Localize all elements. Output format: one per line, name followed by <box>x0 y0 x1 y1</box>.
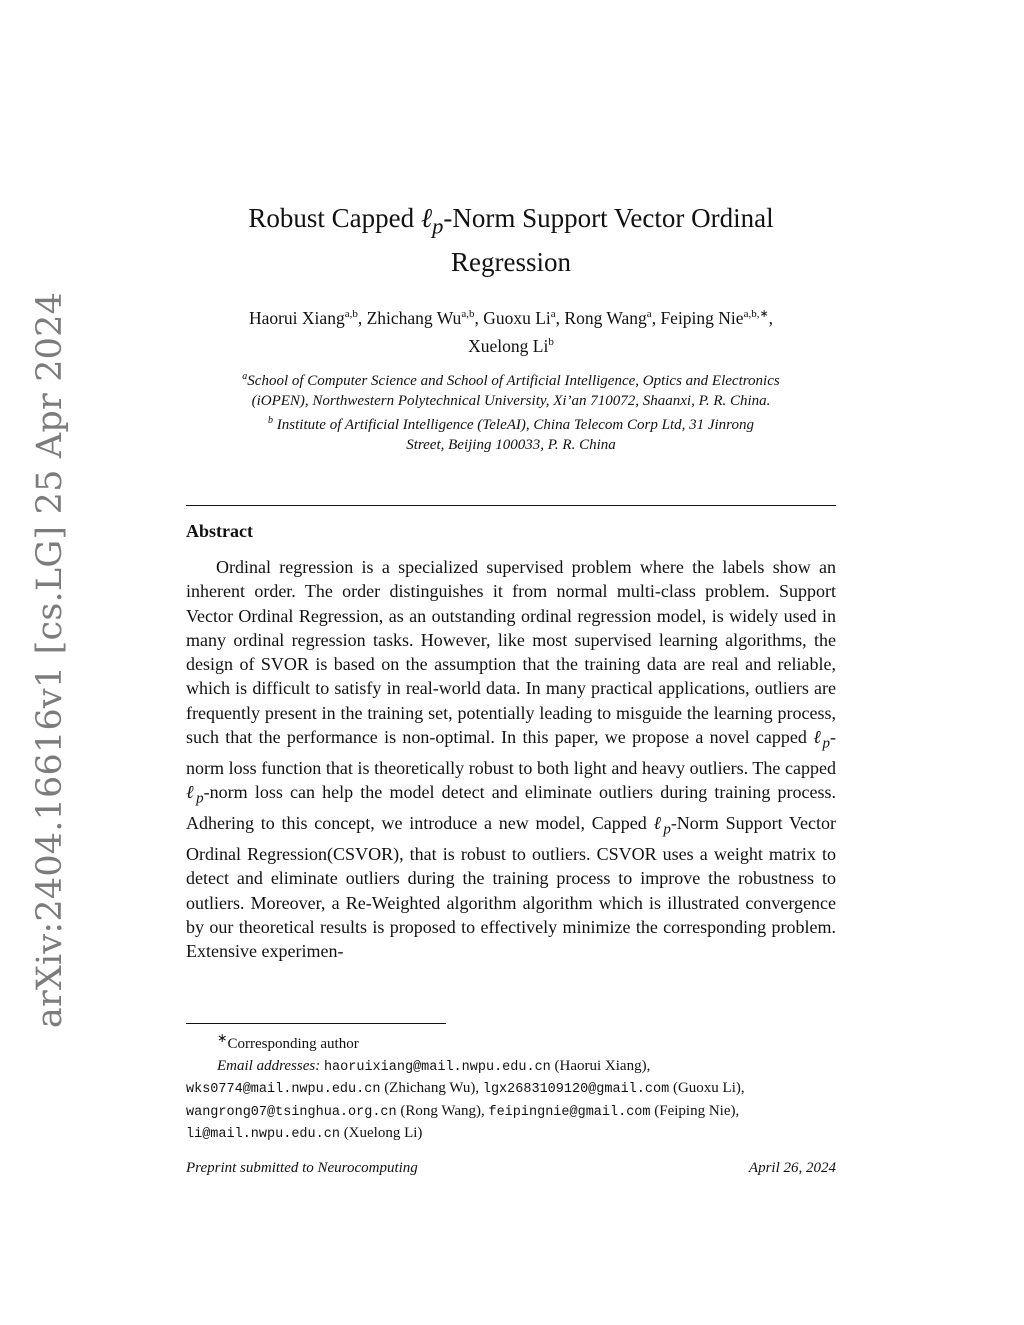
title-line-2: Regression <box>451 247 571 278</box>
email-link[interactable]: wks0774@mail.nwpu.edu.cn <box>186 1082 381 1097</box>
author: Haorui Xiang$^{a,b}$, <box>248 307 367 328</box>
page-footer <box>186 1160 836 1177</box>
author: Guoxu Li$^a$, <box>483 307 565 328</box>
footnotes <box>186 1028 836 1146</box>
title-text-2: -Norm Support Vector Ordinal <box>443 203 774 233</box>
email-link[interactable]: wangrong07@tsinghua.org.cn <box>186 1104 397 1120</box>
title-text: Robust Capped <box>248 203 421 233</box>
email-line-4: li@mail.nwpu.edu.cn (Xuelong Li) <box>186 1125 423 1142</box>
title-subscript: p <box>432 213 444 239</box>
footnote-divider <box>186 1023 446 1024</box>
paper-title <box>186 200 836 281</box>
arxiv-sidebar <box>30 291 70 1029</box>
footer-date: April 26, 2024 <box>748 1160 836 1176</box>
email-link[interactable]: li@mail.nwpu.edu.cn <box>186 1127 340 1142</box>
email-link[interactable]: lgx2683109120@gmail.com <box>482 1082 670 1097</box>
arxiv-identifier: arXiv:2404.16616v1 [cs.LG] 25 Apr 2024 <box>30 291 70 1029</box>
corresponding-author-note: ∗Corresponding author <box>217 1031 359 1052</box>
ell-symbol: ℓ <box>813 727 823 748</box>
section-divider <box>186 505 836 506</box>
email-line-1: Email addresses: haoruixiang@mail.nwpu.edu.cn (Haorui Xiang), <box>217 1057 651 1075</box>
abstract-heading: Abstract <box>186 521 253 541</box>
email-link[interactable]: feipingnie@gmail.com <box>488 1104 651 1120</box>
author: Xuelong Li$^b$ <box>468 335 554 356</box>
footer-submission: Preprint submitted to Neurocomputing <box>186 1160 418 1176</box>
affiliation-a: $^a$School of Computer Science and School of Artificial Intelligence, Optics and Electronics (iOPEN), Northwestern Polytechnical University, Xi’an 710072, Shaanxi, P. R. China. <box>242 371 780 409</box>
affiliation-b: $^b$ Institute of Artificial Intelligence (TeleAI), China Telecom Corp Ltd, 31 Jinrong Street, Beijing 100033, P. R. China <box>268 415 754 453</box>
author-list <box>186 302 836 358</box>
author: Rong Wang$^a$, <box>564 307 661 328</box>
email-line-2: wks0774@mail.nwpu.edu.cn (Zhichang Wu), lgx2683109120@gmail.com (Guoxu Li), <box>186 1080 745 1097</box>
abstract-text: Ordinal regression is a specialized supervised problem where the labels show an inherent order. The order distinguishes it from normal multi-class problem. Support Vector Ordinal Regression, as an outstanding ordinal regression model, is widely used in many ordinal regression tasks. However, like most supervised learning algorithms, the design of SVOR is based on the assumption that the training data are real and reliable, which is difficult to satisfy in real-world data. In many practical applications, outliers are frequently present in the training set, potentially leading to misguide the learning process, such that the performance is non-optimal. In this paper, we propose a novel capped ℓ$_p$-norm loss function that is theoretically robust to both light and heavy outliers. The capped ℓ$_p$-norm loss can help the model detect and eliminate outliers during training process. Adhering to this concept, we introduce a new model, Capped ℓ$_p$-Norm Support Vector Ordinal Regression(CSVOR), that is robust to outliers. CSVOR uses a weight matrix to detect and eliminate outliers during the training process to improve the robustness to outliers. Moreover, a Re-Weighted algorithm algorithm which is illustrated convergence by our theoretical results is proposed to effectively minimize the corresponding problem. Extensive experimen- <box>186 557 836 962</box>
ell-symbol: ℓ <box>186 782 197 803</box>
email-line-3: wangrong07@tsinghua.org.cn (Rong Wang), feipingnie@gmail.com (Feiping Nie), <box>186 1102 740 1120</box>
ell-symbol: ℓ <box>653 813 664 834</box>
email-link[interactable]: haoruixiang@mail.nwpu.edu.cn <box>323 1059 551 1075</box>
affiliations <box>186 367 836 455</box>
author: Zhichang Wu$^{a,b}$, <box>366 307 484 328</box>
title-ell-symbol: ℓ <box>420 203 433 233</box>
author: Feiping Nie$^{a,b,∗}$, <box>660 307 774 328</box>
email-label: Email addresses: <box>217 1057 321 1074</box>
